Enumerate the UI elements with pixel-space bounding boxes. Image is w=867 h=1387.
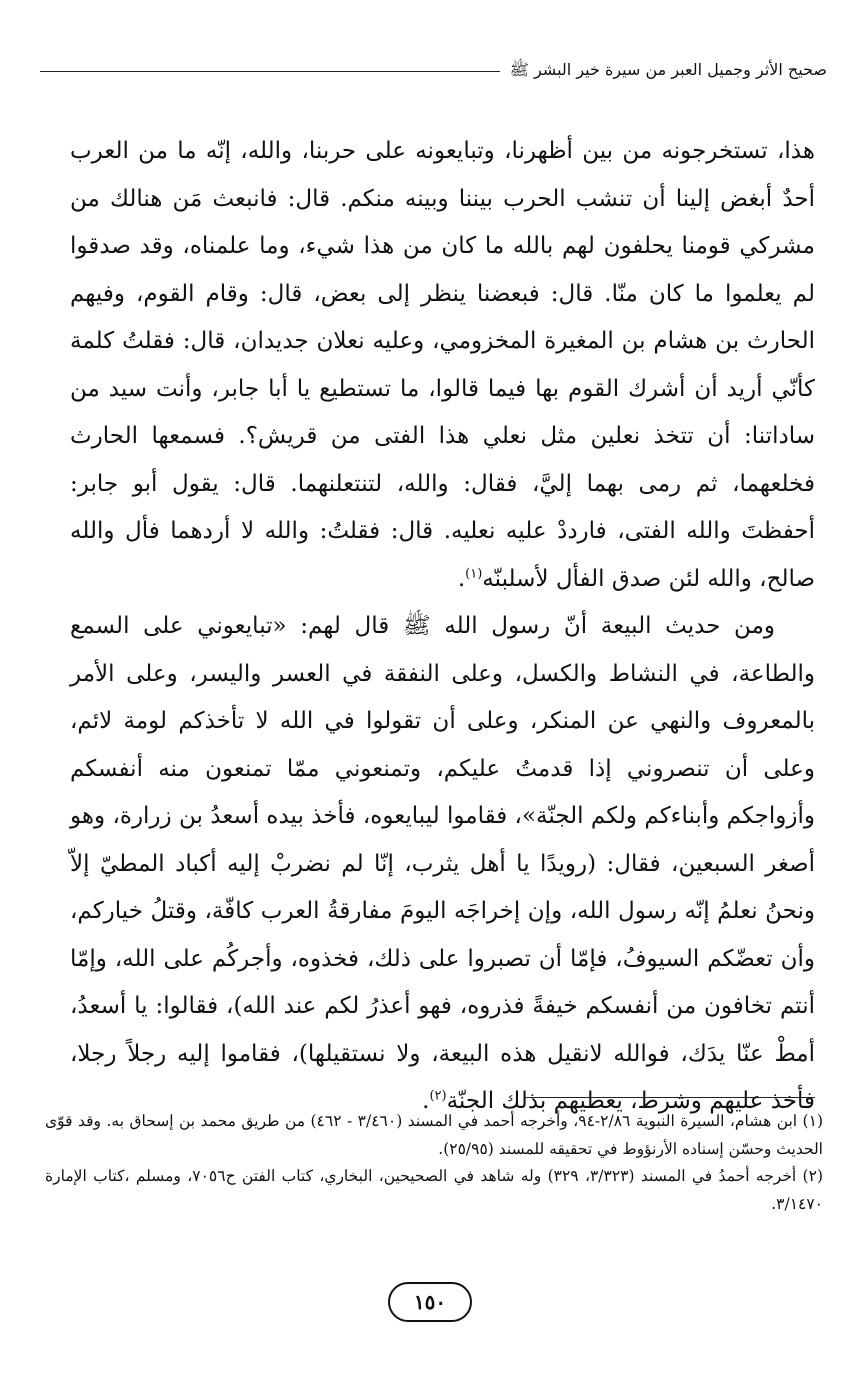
main-text — [70, 128, 815, 1126]
paragraph-1 — [70, 128, 815, 603]
paragraph-2 — [70, 603, 815, 1126]
header-rule — [40, 71, 500, 72]
running-header — [40, 56, 827, 86]
page-number: ١٥٠ — [388, 1282, 472, 1322]
paragraph-1-text: هذا، تستخرجونه من بين أظهرنا، وتبايعونه على حربنا، والله، إنّه ما من العرب أحدٌ أبغض إلينا أن تنشب الحرب بيننا وبينه منكم. قال: فانبعث مَن هنالك من مشركي قومنا يحلفون لهم بالله ما كان من هذا شيء، وما علمناه، وقد صدقوا لم يعلموا ما كان منّا. قال: فبعضنا ينظر إلى بعض، قال: وقام القوم، وفيهم الحارث بن هشام بن المغيرة المخزومي، وعليه نعلان جديدان، قال: فقلتُ كلمة كأنّي أريد أن أشرك القوم بها فيما قالوا، ما تستطيع يا أبا جابر، وأنت سيد من ساداتنا: أن تتخذ نعلين مثل نعلي هذا الفتى من قريش؟. فسمعها الحارث فخلعهما، ثم رمى بهما إليَّ، فقال: والله، لتنتعلنهما. قال: يقول أبو جابر: أحفظتَ والله الفتى، فارددْ عليه نعليه. قال: فقلتُ: والله لا أردهما فأل والله صالح، والله لئن صدق الفأل لأسلبنّه — [70, 138, 815, 592]
footnotes — [45, 1108, 823, 1218]
footnote-separator — [525, 1097, 815, 1098]
paragraph-2-text: ومن حديث البيعة أنّ رسول الله ﷺ قال لهم: «تبايعوني على السمع والطاعة، في النشاط والكسل، وعلى النفقة في العسر واليسر، وعلى الأمر بالمعروف والنهي عن المنكر، وعلى أن تقولوا في الله لا تأخذكم لومة لائم، وعلى أن تنصروني إذا قدمتُ عليكم، وتمنعوني ممّا تمنعون منه أنفسكم وأزواجكم وأبناءكم ولكم الجنّة»، فقاموا ليبايعوه، فأخذ بيده أسعدُ بن زرارة، وهو أصغر السبعين، فقال: (رويدًا يا أهل يثرب، إنّا لم نضربْ إليه أكباد المطيّ إلاّ ونحنُ نعلمُ إنّه رسول الله، وإن إخراجَه اليومَ مفارقةُ العرب كافّة، وقتلُ خياركم، وأن تعضّكم السيوفُ، فإمّا أن تصبروا على ذلك، فخذوه، وأجركُم على الله، وإمّا أنتم تخافون من أنفسكم خيفةً فذروه، فهو أعذرُ لكم عند الله)، فقالوا: يا أسعدُ، أمطْ عنّا يدَك، فوالله لانقيل هذه البيعة، ولا نستقيلها)، فقاموا إليه رجلاً رجلا، فأخذ عليهم وشرط، يعطيهم بذلك الجنّة — [70, 613, 815, 1114]
footnote-ref-2[interactable]: (٢) — [429, 1088, 447, 1104]
footnote-ref-1[interactable]: (١) — [465, 565, 483, 581]
paragraph-2-end: . — [422, 1088, 430, 1114]
paragraph-1-end: . — [457, 565, 466, 592]
footnote-1: (١) ابن هشام، السيرة النبوية ٢/٨٦-٩٤، وأخرجه أحمد في المسند (٣/٤٦٠ - ٤٦٢) من طريق محمد بن إسحاق به. وقد قوّى الحديث وحسّن إسناده الأرنؤوط في تحقيقه للمسند (٢٥/٩٥). — [45, 1112, 823, 1158]
book-title: صحيح الأثر وجميل العبر من سيرة خير البشر ﷺ — [509, 59, 827, 79]
footnote-2: (٢) أخرجه أحمدُ في المسند (٣/٣٢٣، ٣٢٩) وله شاهد في الصحيحين، البخاري، كتاب الفتن ح٧٠٥٦، ومسلم ،كتاب الإمارة ٣/١٤٧٠. — [45, 1167, 823, 1213]
